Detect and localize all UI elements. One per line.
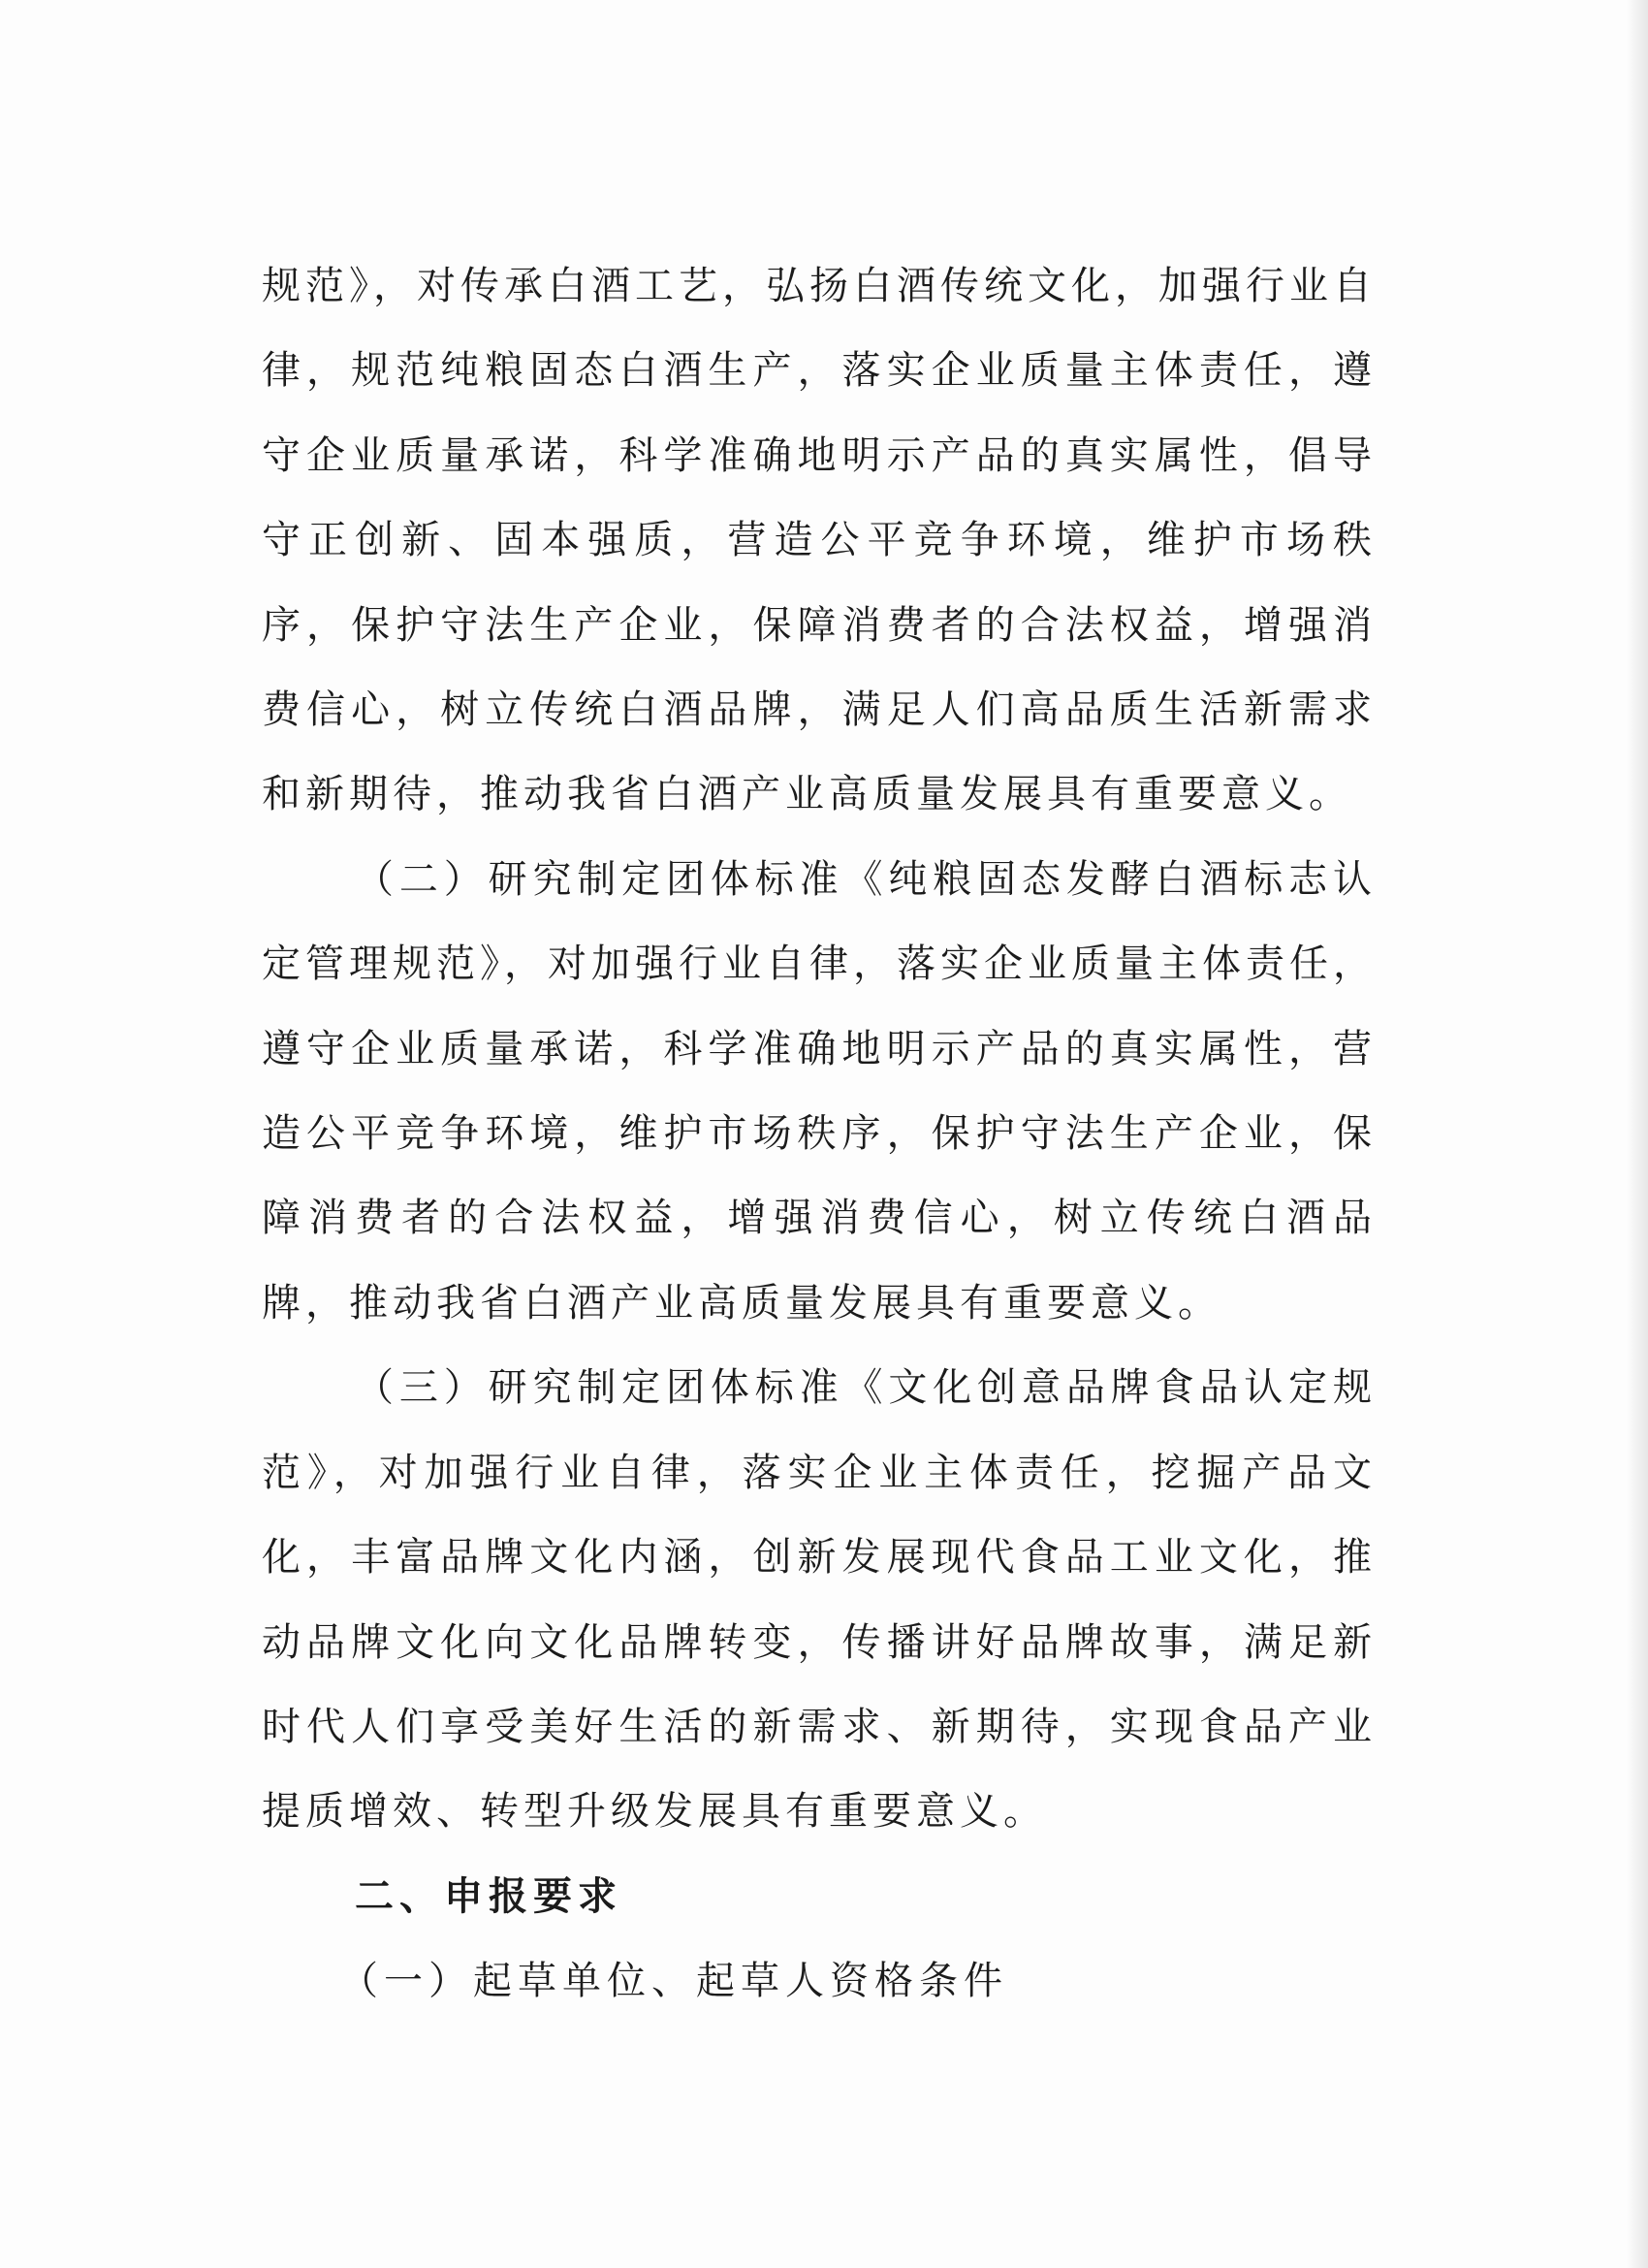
scan-edge-shadow (1627, 0, 1648, 2268)
paragraph-item-2: （二）研究制定团体标准《纯粮固态发酵白酒标志认定管理规范》，对加强行业自律，落实企业质量主体责任，遵守企业质量承诺，科学准确地明示产品的真实属性，营造公平竞争环境，维护市场秩序，保护守法生产企业，保障消费者的合法权益，增强消费信心，树立传统白酒品牌，推动我省白酒产业高质量发展具有重要意义。 (262, 856, 1377, 1326)
subsection-heading: （一）起草单位、起草人资格条件 (339, 1959, 1008, 2004)
paragraph-continuation: 规范》，对传承白酒工艺，弘扬白酒传统文化，加强行业自律，规范纯粮固态白酒生产，落实企业质量主体责任，遵守企业质量承诺，科学准确地明示产品的真实属性，倡导守正创新、固本强质，营造公平竞争环境，维护市场秩序，保护守法生产企业，保障消费者的合法权益，增强消费信心，树立传统白酒品牌，满足人们高品质生活新需求和新期待，推动我省白酒产业高质量发展具有重要意义。 (262, 264, 1377, 817)
paragraph-item-3: （三）研究制定团体标准《文化创意品牌食品认定规范》，对加强行业自律，落实企业主体责任，挖掘产品文化，丰富品牌文化内涵，创新发展现代食品工业文化，推动品牌文化向文化品牌转变，传播讲好品牌故事，满足新时代人们享受美好生活的新需求、新期待，实现食品产业提质增效、转型升级发展具有重要意义。 (262, 1365, 1377, 1835)
document-body (262, 244, 1377, 2025)
section-heading: 二、申报要求 (355, 1873, 622, 1919)
